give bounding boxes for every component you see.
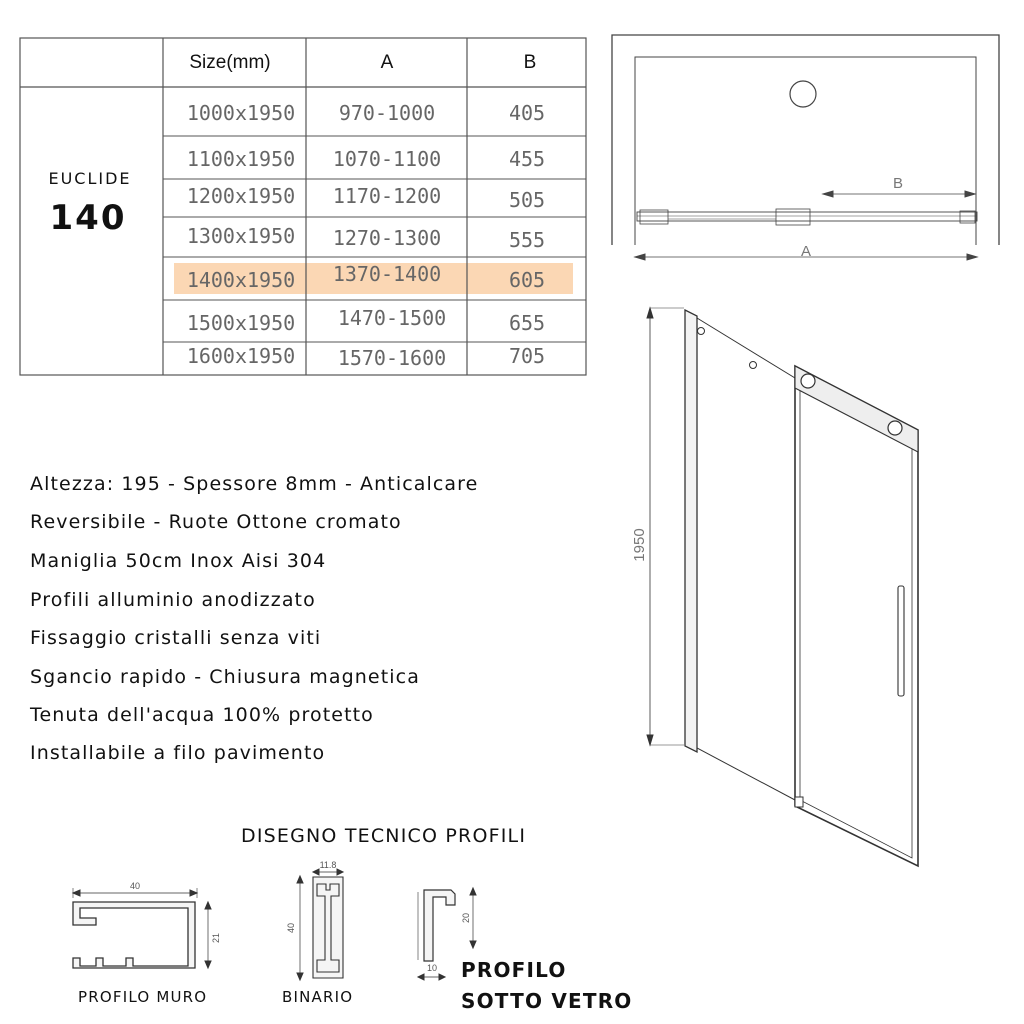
table-cell: 1000x1950 — [186, 101, 296, 125]
height-dimension-label: 1950 — [631, 528, 648, 562]
plan-label-b: B — [892, 175, 904, 192]
door-handle — [898, 586, 904, 696]
table-cell: 705 — [508, 344, 546, 368]
table-cell: 405 — [508, 101, 546, 125]
plan-label-a: A — [800, 243, 812, 260]
profile-binario-label: BINARIO — [282, 988, 354, 1006]
header-a: A — [380, 52, 394, 73]
profile-sotto-vetro-label-line1: PROFILO — [461, 958, 567, 982]
profile-muro-label: PROFILO MURO — [78, 988, 208, 1006]
table-cell: 455 — [508, 147, 546, 171]
table-cell: 1070-1100 — [332, 147, 442, 171]
sotto-vetro-width-label: 10 — [426, 963, 438, 973]
shower-door-elevation — [647, 308, 918, 866]
feature-line: Profili alluminio anodizzato — [30, 589, 316, 611]
feature-line: Maniglia 50cm Inox Aisi 304 — [30, 550, 327, 572]
table-cell: 1100x1950 — [186, 147, 296, 171]
plan-view-drawing — [612, 35, 999, 260]
header-size: Size(mm) — [189, 52, 271, 73]
feature-line: Reversibile - Ruote Ottone cromato — [30, 511, 402, 533]
muro-width-label: 40 — [129, 881, 141, 891]
size-table — [20, 38, 586, 375]
binario-height-label: 40 — [286, 922, 296, 934]
shower-drain-icon — [790, 81, 816, 107]
profile-binario-drawing — [297, 869, 343, 980]
feature-line: Fissaggio cristalli senza viti — [30, 627, 322, 649]
roller-icon — [801, 374, 815, 388]
feature-line: Tenuta dell'acqua 100% protetto — [30, 704, 374, 726]
table-cell: 505 — [508, 188, 546, 212]
table-cell: 1300x1950 — [186, 224, 296, 248]
table-cell: 1270-1300 — [332, 226, 442, 250]
profile-muro-drawing — [73, 888, 211, 968]
table-cell: 555 — [508, 228, 546, 252]
table-cell: 1200x1950 — [186, 184, 296, 208]
model-number: 140 — [49, 198, 127, 238]
sotto-vetro-height-label: 20 — [461, 912, 471, 924]
table-cell: 1570-1600 — [337, 346, 447, 370]
feature-line: Altezza: 195 - Spessore 8mm - Anticalcare — [30, 473, 479, 495]
roller-icon — [888, 421, 902, 435]
table-cell: 1400x1950 — [186, 268, 296, 292]
table-cell: 1500x1950 — [186, 311, 296, 335]
profiles-title: DISEGNO TECNICO PROFILI — [241, 825, 527, 847]
table-cell: 1470-1500 — [337, 306, 447, 330]
table-cell: 1170-1200 — [332, 184, 442, 208]
muro-height-label: 21 — [211, 932, 221, 944]
feature-line: Installabile a filo pavimento — [30, 742, 326, 764]
table-cell: 970-1000 — [338, 101, 436, 125]
header-b: B — [523, 52, 537, 73]
profile-sotto-vetro-label-line2: SOTTO VETRO — [461, 989, 633, 1013]
table-cell: 1370-1400 — [332, 262, 442, 286]
binario-width-label: 11.8 — [319, 860, 337, 870]
model-name: EUCLIDE — [48, 169, 132, 188]
table-cell: 655 — [508, 311, 546, 335]
feature-line: Sgancio rapido - Chiusura magnetica — [30, 666, 420, 688]
table-cell: 605 — [508, 268, 546, 292]
table-cell: 1600x1950 — [186, 344, 296, 368]
